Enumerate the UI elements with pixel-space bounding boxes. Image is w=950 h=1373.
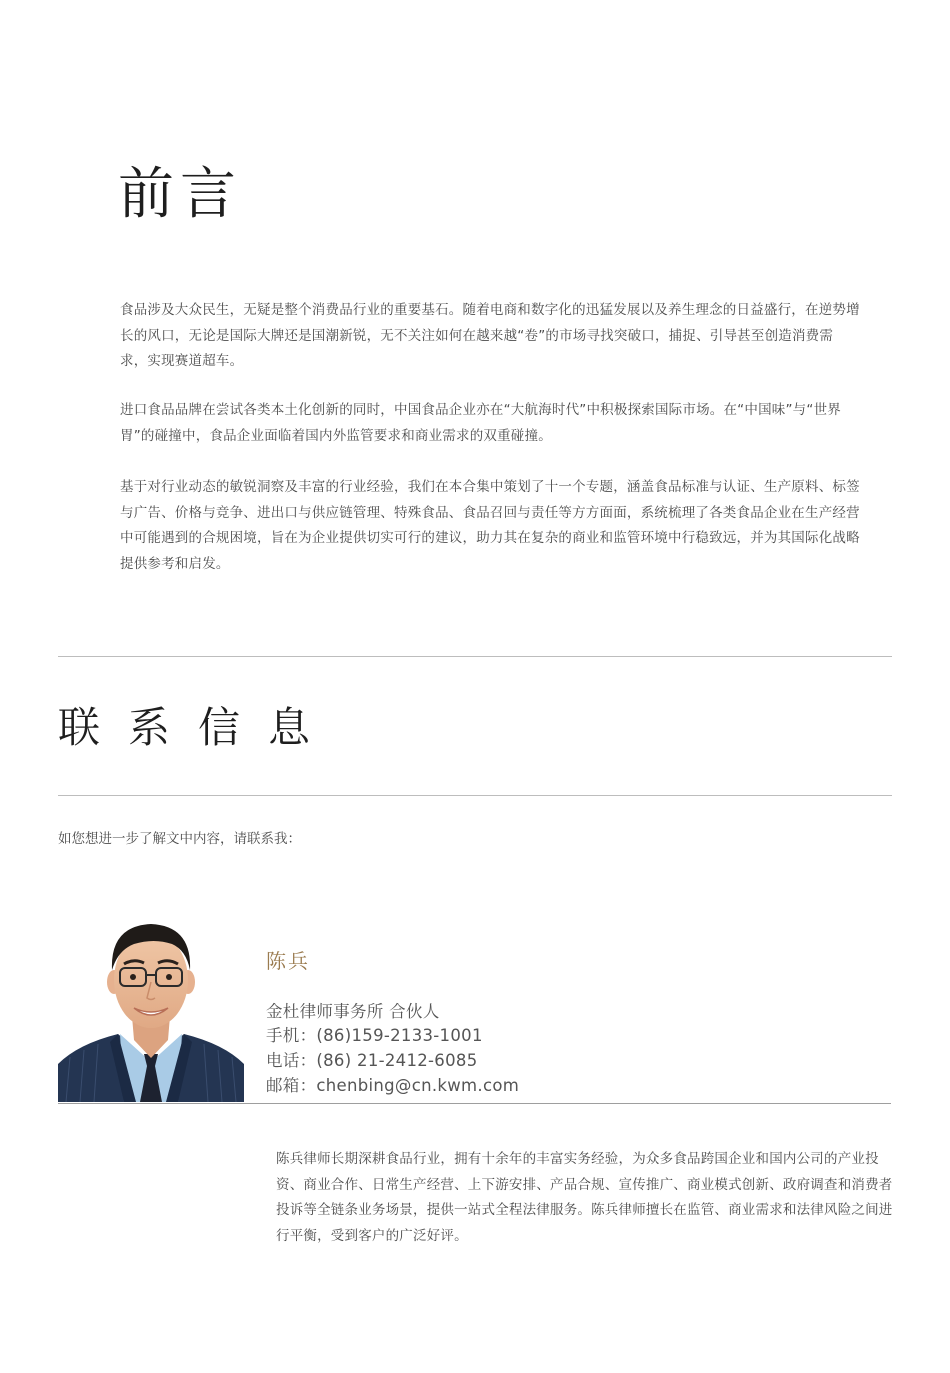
person-portrait bbox=[58, 912, 244, 1102]
person-firm-title: 金杜律师事务所 合伙人 bbox=[266, 1002, 440, 1021]
section-divider-top bbox=[58, 656, 892, 657]
person-bio: 陈兵律师长期深耕食品行业，拥有十余年的丰富实务经验，为众多食品跨国企业和国内公司的产业投资、商业合作、日常生产经营、上下游安排、产品合规、宣传推广、商业模式创新、政府调查和消费者投诉等全链条业务场景，提供一站式全程法律服务。陈兵律师擅长在监管、商业需求和法律风险之间进行平衡，受到客户的广泛好评。 bbox=[276, 1151, 893, 1244]
profile-divider bbox=[58, 1103, 891, 1104]
person-phone: 电话：(86) 21-2412-6085 bbox=[266, 1051, 478, 1070]
contact-intro: 如您想进一步了解文中内容，请联系我： bbox=[58, 831, 301, 847]
person-email[interactable]: 邮箱：chenbing@cn.kwm.com bbox=[266, 1076, 520, 1095]
person-name: 陈兵 bbox=[266, 949, 310, 973]
contact-section-title: 联系信息 bbox=[58, 703, 339, 752]
preface-paragraph-2: 进口食品品牌在尝试各类本土化创新的同时，中国食品企业亦在“大航海时代”中积极探索国际市场。在“中国味”与“世界胃”的碰撞中，食品企业面临着国内外监管要求和商业需求的双重碰撞。 bbox=[120, 402, 841, 444]
preface-title: 前言 bbox=[118, 162, 242, 227]
preface-paragraph-1: 食品涉及大众民生，无疑是整个消费品行业的重要基石。随着电商和数字化的迅猛发展以及养生理念的日益盛行，在逆势增长的风口，无论是国际大牌还是国潮新锐，无不关注如何在越来越“卷”的市场寻找突破口，捕捉、引导甚至创造消费需求，实现赛道超车。 bbox=[120, 302, 860, 369]
person-mobile: 手机：(86)159-2133-1001 bbox=[266, 1026, 483, 1045]
section-divider-bottom bbox=[58, 795, 892, 796]
preface-paragraph-3: 基于对行业动态的敏锐洞察及丰富的行业经验，我们在本合集中策划了十一个专题，涵盖食品标准与认证、生产原料、标签与广告、价格与竞争、进出口与供应链管理、特殊食品、食品召回与责任等方方面面，系统梳理了各类食品企业在生产经营中可能遇到的合规困境，旨在为企业提供切实可行的建议，助力其在复杂的商业和监管环境中行稳致远，并为其国际化战略提供参考和启发。 bbox=[120, 479, 860, 572]
